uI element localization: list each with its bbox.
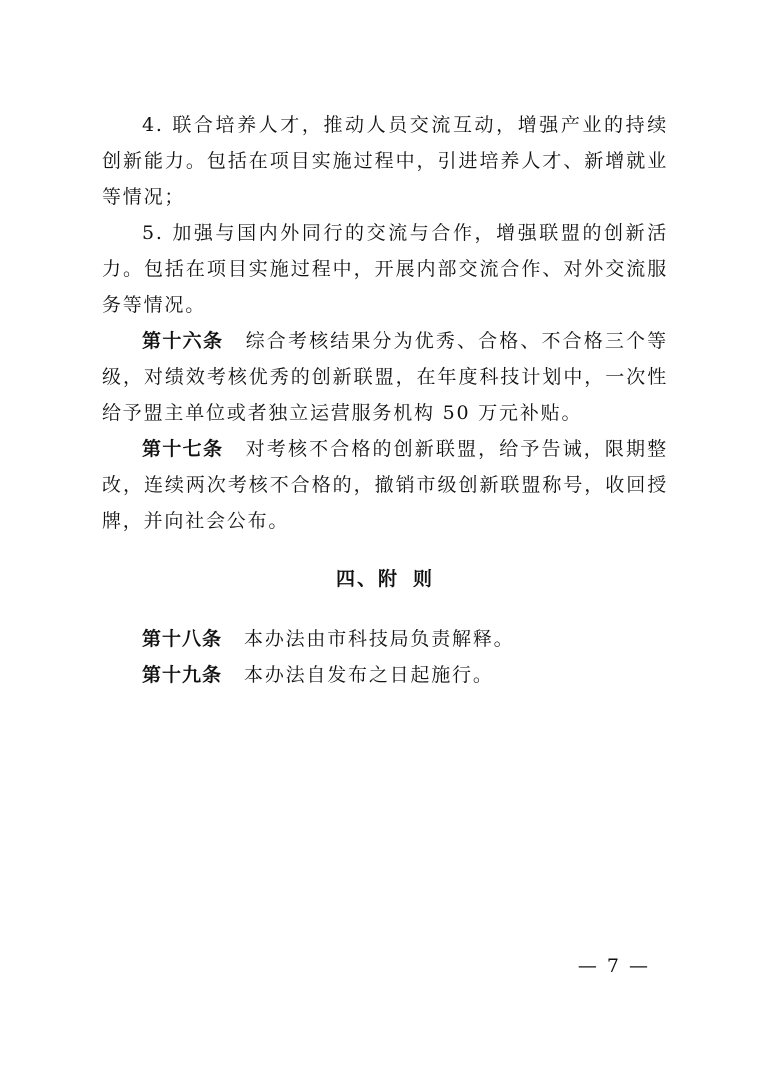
article-17-text: 对考核不合格的创新联盟，给予告诫，限期整改，连续两次考核不合格的，撤销市级创新联盟称号，收回授牌，并向社会公布。 bbox=[102, 438, 668, 532]
article-18-label: 第十八条 bbox=[142, 628, 223, 650]
article-18-text: 本办法由市科技局负责解释。 bbox=[244, 628, 515, 650]
article-16 bbox=[102, 323, 668, 431]
article-16-text: 综合考核结果分为优秀、合格、不合格三个等级，对绩效考核优秀的创新联盟，在年度科技计划中，一次性给予盟主单位或者独立运营服务机构 50 万元补贴。 bbox=[102, 330, 668, 424]
section-heading bbox=[102, 561, 668, 597]
document-body bbox=[102, 107, 668, 693]
page-number: — 7 — bbox=[577, 955, 650, 977]
article-17-label: 第十七条 bbox=[142, 438, 224, 460]
paragraph-item-4: 4. 联合培养人才，推动人员交流互动，增强产业的持续创新能力。包括在项目实施过程中，引进培养人才、新增就业等情况； bbox=[102, 114, 668, 208]
section-heading-suffix: 则 bbox=[413, 568, 435, 590]
article-19-label: 第十九条 bbox=[142, 664, 223, 686]
article-18 bbox=[102, 621, 668, 657]
article-16-label: 第十六条 bbox=[142, 330, 224, 352]
article-17 bbox=[102, 431, 668, 539]
section-heading-prefix: 四、附 bbox=[335, 568, 399, 590]
paragraph-item-5: 5. 加强与国内外同行的交流与合作，增强联盟的创新活力。包括在项目实施过程中，开展内部交流合作、对外交流服务等情况。 bbox=[102, 222, 668, 316]
article-19 bbox=[102, 657, 668, 693]
article-19-text: 本办法自发布之日起施行。 bbox=[244, 664, 494, 686]
